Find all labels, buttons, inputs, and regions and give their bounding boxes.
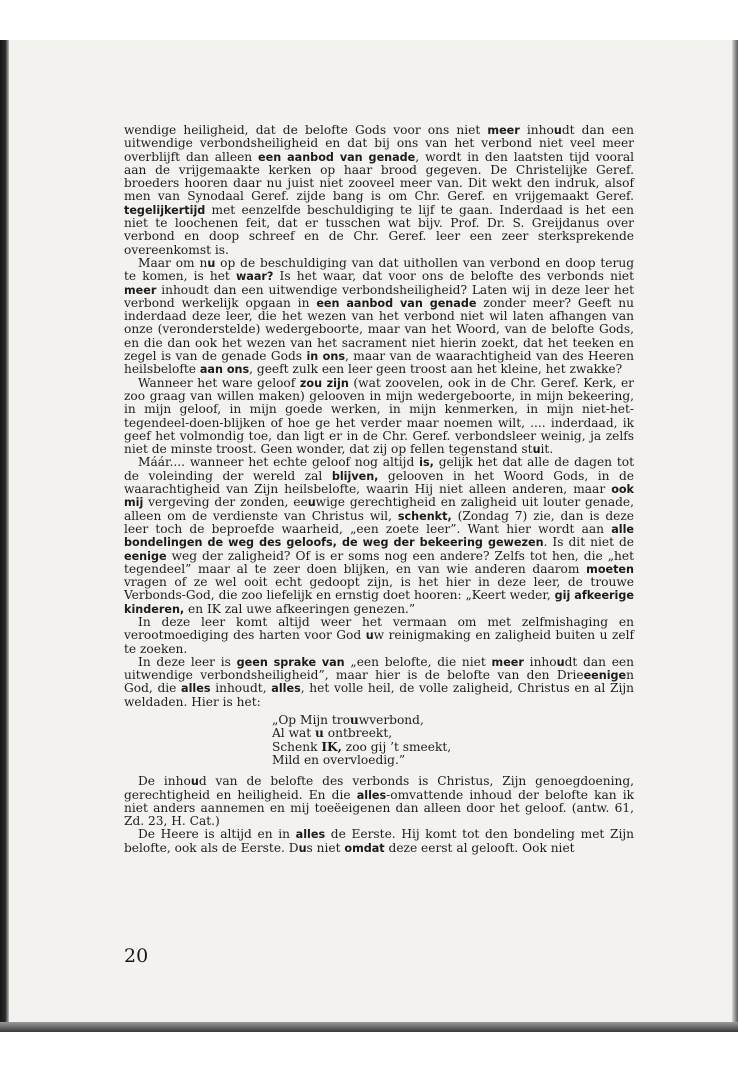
verse-line: Al wat u ontbreekt, [272,726,393,741]
paragraph: wendige heiligheid, dat de belofte Gods voor ons niet meer inhoudt dan een uitwendige verbondsheiligheid en dat bij ons van het verbond niet veel meer overblijft dan alleen een aanbod van genade, wordt in den laatsten tijd vooral aan de vrijgemaakte kerken op haar brood gegeven. De Christelijke Geref. broeders hooren daar nu juist niet zooveel meer van. Dit wekt den indruk, alsof men van Synodaal Geref. zijde bang is om Chr. Geref. en vrijgemaakt Geref. tegelijkertijd met eenzelfde beschuldiging te lijf te gaan. Inderdaad is het een niet te loochenen feit, dat er tusschen wat bijv. Prof. Dr. S. Greijdanus over verbond en doop schreef en de Chr. Geref. leer een zeer sterksprekende overeenkomst is. [124,123,635,257]
paragraph: Wanneer het ware geloof zou zijn (wat zoovelen, ook in de Chr. Geref. Kerk, er zoo graag van willen maken) gelooven in mijn wedergeboorte, in mijn bekeering, in mijn geloof, in mijn goede werken, in mijn kenmerken, in mijn niet-het-tegendeel-doen-blijken of hoe ge het verder maar noemen wilt, .... inderdaad, ik geef het volmondig toe, dan ligt er in de Chr. Geref. verbondsleer weinig, ja zelfs niet de minste troost. Geen wonder, dat zij op fellen tegenstand stuit. [124,375,634,457]
paragraph: De Heere is altijd en in alles de Eerste. Hij komt tot den bondeling met Zijn belofte, ook als de Eerste. Dus niet omdat deze eerst al gelooft. Ook niet [124,827,634,855]
paragraph: De inhoud van de belofte des verbonds is Christus, Zijn genoegdoening, gerechtigheid en heiligheid. En die alles-omvattende inhoud der belofte kan ik niet anders aannemen en mij toeëeigenen dan alleen door het geloof. (antw. 61, Zd. 23, H. Cat.) [124,774,634,829]
scan-border-right [732,40,738,1030]
scan-border-left [0,40,9,1030]
paragraph: In deze leer is geen sprake van „een belofte, die niet meer inhoudt dan een uitwendige verbondsheiligheid”, maar hier is de belofte van den Drieeenigen God, die alles inhoudt, alles, het volle heil, de volle zaligheid, Christus en al Zijn weldaden. Hier is het: [124,654,634,709]
paragraph: In deze leer komt altijd weer het vermaan om met zelfmishaging en verootmoediging des harten voor God uw reinigmaking en zaligheid buiten u zelf te zoeken. [124,614,634,656]
scan-border-bottom [0,1022,738,1032]
hymn-verse [272,714,634,767]
paragraph: Máár.... wanneer het echte geloof nog altijd is, gelijk het dat alle de dagen tot de voleinding der wereld zal blijven, gelooven in het Woord Gods, in de waarachtigheid van Zijn heilsbelofte, waarin Hij niet alleen anderen, maar ook mij vergeving der zonden, eeuwige gerechtigheid en zaligheid uit louter genade, alleen om de verdienste van Christus wil, schenkt, (Zondag 7) zie, dan is deze leer toch de beproefde waarheid, „een zoete leer”. Want hier wordt aan alle bondelingen de weg des geloofs, de weg der bekeering gewezen. Is dit niet de eenige weg der zaligheid? Of is er soms nog een andere? Zelfs tot hen, die „het tegendeel” maar al te zeer doen blijken, en van wie anderen daarom moeten vragen of ze wel ooit echt gedoopt zijn, is het hier in deze leer, de trouwe Verbonds-God, die zoo liefelijk en ernstig doet hooren: „Keert weder, gij afkeerige kinderen, en IK zal uwe afkeeringen genezen.” [124,455,635,616]
verse-line: „Op Mijn trouwverbond, [272,713,424,728]
page-body-text [124,124,634,855]
verse-line: Schenk IK, zoo gij ’t smeekt, [272,739,452,754]
page-number: 20 [124,945,149,967]
verse-line: Mild en overvloedig.” [272,752,406,767]
paragraph: Maar om nu op de beschuldiging van dat uithollen van verbond en doop terug te komen, is het waar? Is het waar, dat voor ons de belofte des verbonds niet meer inhoudt dan een uitwendige verbondsheiligheid? Laten wij in deze leer het verbond werkelijk opgaan in een aanbod van genade zonder meer? Geeft nu inderdaad deze leer, die het wezen van het verbond niet wil laten afhangen van onze (veronderstelde) wedergeboorte, maar van het Woord, van de belofte Gods, en die dan ook het wezen van het sacrament niet hierin zoekt, dat het teeken en zegel is van de genade Gods in ons, maar van de waarachtigheid van des Heeren heilsbelofte aan ons, geeft zulk een leer geen troost aan het kleine, het zwakke? [124,255,635,377]
